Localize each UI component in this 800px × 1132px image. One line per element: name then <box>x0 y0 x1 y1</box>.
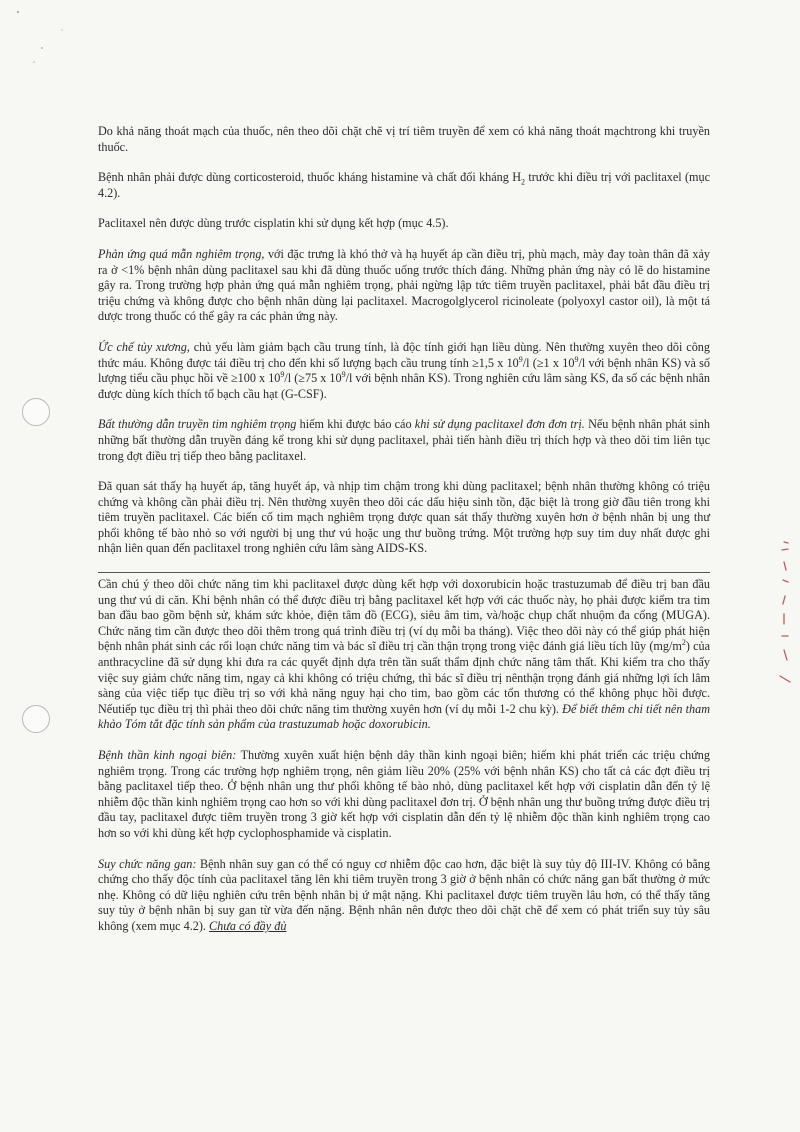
paragraph-p5 <box>98 340 710 402</box>
text-run: Ức chế tủy xương, <box>98 339 190 354</box>
text-run: /l với bệnh nhân KS). Trong nghiên cứu lâm sàng KS, đa số các bệnh nhân được dùng kích thích tố bạch cầu hạt (G-CSF). <box>98 371 710 401</box>
text-run: hiếm khi được báo cáo <box>296 417 415 432</box>
text-run: /l với bệnh nhân KS) và số lượng tiểu cầu phục hồi về ≥100 x 10 <box>98 355 710 386</box>
paragraph-p9 <box>98 748 710 842</box>
punch-hole-top <box>22 398 50 426</box>
text-run: 9 <box>341 370 346 380</box>
text-run: Bệnh nhân suy gan có thể có nguy cơ nhiễm độc cao hơn, đặc biệt là suy tủy độ III-IV. Không có bằng chứng cho thấy độc tính của paclitaxel tăng lên khi tiêm truyền trong 3 giờ ở bệnh nhân có chức năng gan bất thường ở mức nhẹ. Không có dữ liệu nghiên cứu trên bệnh nhân bị ứ mật nặng. Khi paclitaxel được tiêm truyền lâu hơn, có thể thấy tăng suy tủy ở bệnh nhân bị suy gan từ vừa đến nặng. Bệnh nhân nên được theo dõi chặt chẽ để xem có phát triển suy tủy sâu không (xem mục 4.2). <box>98 856 710 933</box>
text-run: 2 <box>681 638 686 648</box>
paragraph-p1 <box>98 124 710 155</box>
text-run: Nếu bệnh nhân phát sinh những bất thường dẫn truyền đáng kể trong khi sử dụng paclitaxel, phải tiến hành điều trị thích hợp và theo dõi tim liên tục trong đợt điều trị tiếp theo bằng paclitaxel. <box>98 417 710 463</box>
punch-hole-bottom <box>22 705 50 733</box>
paragraph-p8 <box>98 572 710 733</box>
scan-specks <box>0 0 120 80</box>
text-run: với đặc trưng là khó thở và hạ huyết áp cần điều trị, phù mạch, mày đay toàn thân đã xảy ra ở <1% bệnh nhân dùng paclitaxel sau khi đã dùng thuốc uống trước thích đáng. Những phản ứng này có lẽ do histamine gây ra. Trong trường hợp phản ứng quá mẫn nghiêm trọng, phải ngừng lập tức tiêm truyền paclitaxel, phải bắt đầu điều trị triệu chứng và không được cho bệnh nhân dùng lại paclitaxel. Macrogolglycerol ricinoleate (polyoxyl castor oil), là một tá dược trong thuốc có thể gây ra các phản ứng này. <box>98 246 710 324</box>
paragraph-p3 <box>98 216 710 232</box>
text-run: 9 <box>280 370 285 380</box>
text-run: khi sử dụng paclitaxel đơn đơn trị. <box>414 417 585 432</box>
paragraph-p7 <box>98 479 710 557</box>
text-run: 9 <box>518 354 523 364</box>
text-run: Paclitaxel nên được dùng trước cisplatin khi sử dụng kết hợp (mục 4.5). <box>98 216 449 231</box>
text-run: trước khi điều trị với paclitaxel (mục 4.2). <box>98 170 710 200</box>
text-run: /l (≥1 x 10 <box>522 355 575 370</box>
text-run: Suy chức năng gan: <box>98 856 197 871</box>
text-run: Chưa có đầy đủ <box>209 918 287 933</box>
text-run: 2 <box>521 177 525 187</box>
text-run: Bệnh thần kinh ngoại biên: <box>98 748 237 762</box>
document-body <box>98 124 710 950</box>
margin-annotation-marks <box>770 540 800 700</box>
text-run: Cần chú ý theo dõi chức năng tim khi paclitaxel được dùng kết hợp với doxorubicin hoặc trastuzumab để điều trị ban đầu ung thư vú di căn. Khi bệnh nhân có thể được điều trị bằng paclitaxel kết hợp với các thuốc này, họ phải được kiểm tra tim ban đầu bao gồm bệnh sử, khám sức khỏe, điện tâm đồ (ECG), siêu âm tim, và/hoặc chụp chất nhuộm đa cổng (MUGA). Chức năng tim cần được theo dõi thêm trong quá trình điều trị (ví dụ mỗi ba tháng). Việc theo dõi này có thể giúp phát hiện bệnh nhân phát sinh các rối loạn chức năng tim và bác sĩ điều trị cần thận trọng trong việc đánh giá liều tích lũy (mg/m <box>98 577 710 654</box>
text-run: ) của anthracycline đã sử dụng khi đưa ra các quyết định dựa trên tần suất thẩm định chức năng tâm thất. Khi kiểm tra cho thấy việc suy giảm chức năng tim, ngay cả khi không có triệu chứng, thì bác sĩ điều trị nênthận trọng đánh giá những lợi ích lâm sàng của việc tiếp tục điều trị so với khả năng nguy hại cho tim, bao gồm các tổn thương có thể không phục hồi được. Nếutiếp tục điều trị thì phải theo dõi chức năng tim thường xuyên hơn (ví dụ mỗi 1-2 chu kỳ). <box>98 639 710 716</box>
text-run: Bệnh nhân phải được dùng corticosteroid, thuốc kháng histamine và chất đối kháng H <box>98 170 521 185</box>
text-run: Thường xuyên xuất hiện bệnh dây thần kinh ngoại biên; hiếm khi phát triển các triệu chứng nghiêm trọng. Trong các trường hợp nghiêm trọng, nên giảm liều 20% (25% với bệnh nhân KS) cho tất cả các đợt điều trị bằng paclitaxel tiếp theo. Ở bệnh nhân ung thư phổi không tế bào nhỏ, dùng paclitaxel kết hợp với cisplatin dẫn đến tỷ lệ nhiễm độc thần kinh nghiêm trọng cao hơn so với khi dùng paclitaxel đơn trị. Ở bệnh nhân ung thư buồng trứng được điều trị đầu tay, paclitaxel được tiêm truyền trong 3 giờ kết hợp với cisplatin dẫn đến tỷ lệ nhiễm độc thần kinh nghiêm trọng cao hơn so với khi dùng kết hợp cyclophosphamide và cisplatin. <box>98 748 710 840</box>
text-run: 9 <box>574 354 579 364</box>
text-run: Do khả năng thoát mạch của thuốc, nên theo dõi chặt chẽ vị trí tiêm truyền để xem có khả năng thoát mạchtrong khi truyền thuốc. <box>98 124 710 154</box>
text-run: chủ yếu làm giảm bạch cầu trung tính, là độc tính giới hạn liều dùng. Nên thường xuyên theo dõi công thức máu. Không được tái điều trị cho đến khi số lượng bạch cầu trung tính ≥1,5 x 10 <box>98 339 710 370</box>
text-run: Bất thường dẫn truyền tim nghiêm trọng <box>98 417 297 432</box>
text-run: Phản ứng quá mẫn nghiêm trọng, <box>98 246 265 261</box>
paragraph-p10 <box>98 857 710 935</box>
paragraph-p2 <box>98 170 710 201</box>
text-run: Để biết thêm chi tiết nên tham khảo Tóm tắt đặc tính sản phẩm của trastuzumab hoặc doxorubicin. <box>98 701 710 732</box>
text-run: Đã quan sát thấy hạ huyết áp, tăng huyết áp, và nhịp tim chậm trong khi dùng paclitaxel; bệnh nhân thường không có triệu chứng và không cần phải điều trị. Nên thường xuyên theo dõi các dấu hiệu sinh tồn, đặc biệt là trong giờ đầu tiên trong khi tiêm truyền paclitaxel. Các biến cố tim mạch nghiêm trọng được quan sát thấy thường xuyên hơn ở bệnh nhân bị ung thư phổi không tế bào nhỏ so với người bị ung thư vú hoặc ung thư buồng trứng. Một trường hợp suy tim duy nhất được ghi nhận liên quan đến paclitaxel trong nghiên cứu lâm sàng AIDS-KS. <box>98 479 710 556</box>
paragraph-p6 <box>98 417 710 464</box>
text-run: /l (≥75 x 10 <box>284 371 342 386</box>
paragraph-p4 <box>98 247 710 325</box>
